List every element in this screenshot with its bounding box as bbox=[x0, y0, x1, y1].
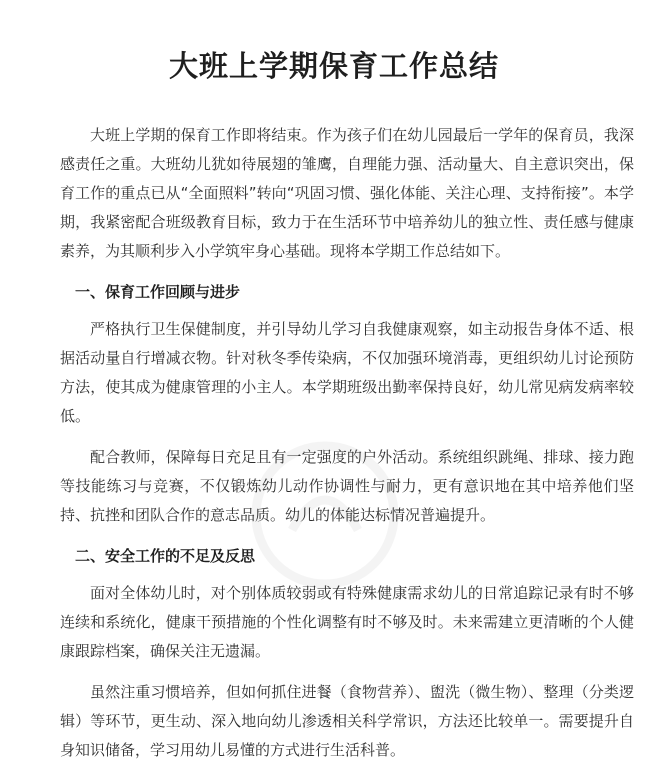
section1-paragraph: 配合教师，保障每日充足且有一定强度的户外活动。系统组织跳绳、排球、接力跑等技能练习与竞赛，不仅锻炼幼儿动作协调性与耐力，更有意识地在其中培养他们坚持、抗挫和团队合作的意志品质。幼儿的体能达标情况普遍提升。 bbox=[60, 448, 634, 524]
section2-heading: 二、安全工作的不足及反思 bbox=[75, 547, 256, 565]
section2-paragraph: 虽然注重习惯培养，但如何抓住进餐（食物营养）、盥洗（微生物）、整理（分类逻辑）等环节，更生动、深入地向幼儿渗透相关科学常识，方法还比较单一。需要提升自身知识储备，学习用幼儿易懂的方式进行生活科普。 bbox=[60, 683, 634, 759]
document-title: 大班上学期保育工作总结 bbox=[168, 49, 499, 83]
intro-paragraph: 大班上学期的保育工作即将结束。作为孩子们在幼儿园最后一学年的保育员，我深感责任之重。大班幼儿犹如待展翅的雏鹰，自理能力强、活动量大、自主意识突出，保育工作的重点已从“全面照料”转向“巩固习惯、强化体能、关注心理、支持衔接”。本学期，我紧密配合班级教育目标，致力于在生活环节中培养幼儿的独立性、责任感与健康素养，为其顺利步入小学筑牢身心基础。现将本学期工作总结如下。 bbox=[60, 126, 634, 260]
section2-paragraph: 面对全体幼儿时，对个别体质较弱或有特殊健康需求幼儿的日常追踪记录有时不够连续和系统化，健康干预措施的个性化调整有时不够及时。未来需建立更清晰的个人健康跟踪档案，确保关注无遗漏。 bbox=[60, 584, 634, 660]
section1-paragraph: 严格执行卫生保健制度，并引导幼儿学习自我健康观察，如主动报告身体不适、根据活动量自行增减衣物。针对秋冬季传染病，不仅加强环境消毒，更组织幼儿讨论预防方法，使其成为健康管理的小主人。本学期班级出勤率保持良好，幼儿常见病发病率较低。 bbox=[60, 320, 634, 425]
section1-heading: 一、保育工作回顾与进步 bbox=[75, 283, 241, 301]
document-body bbox=[60, 121, 634, 777]
